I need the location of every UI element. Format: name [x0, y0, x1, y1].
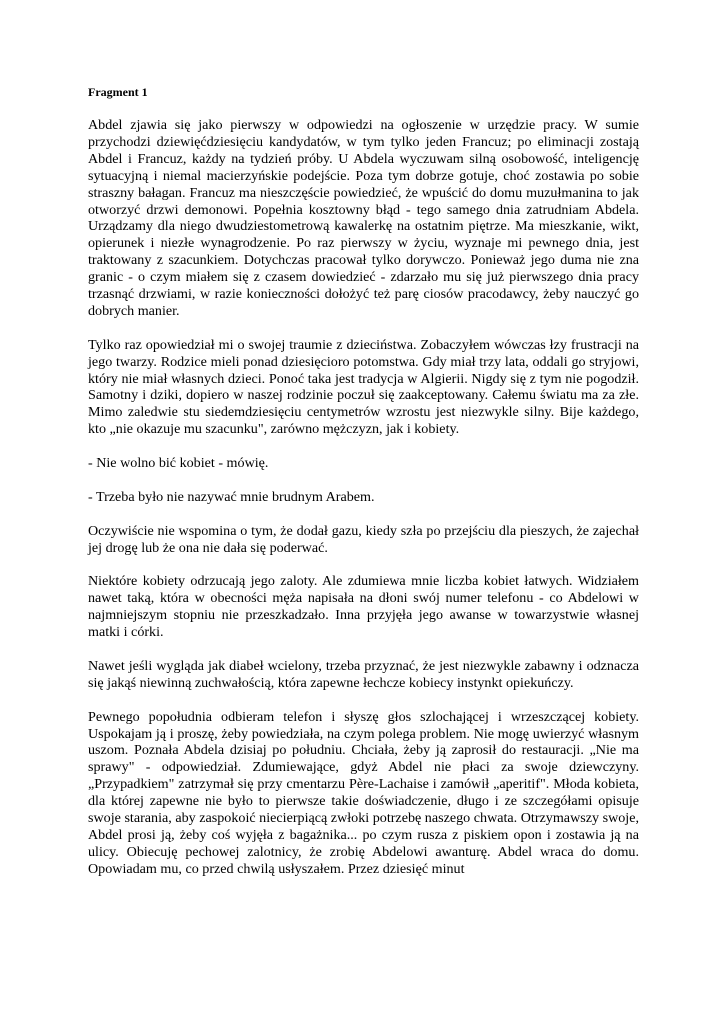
fragment-heading: Fragment 1	[88, 85, 148, 99]
paragraph-phone-call: Pewnego popołudnia odbieram telefon i słyszę głos szlochającej i wrzeszczącej kobiety. Uspokajam ją i proszę, żeby powiedziała, na czym polega problem. Nie mogę uwierzyć własnym uszom. Poznała Abdela dzisiaj po południu. Chciała, żeby ją zaprosił do restauracji. „Nie ma sprawy" - odpowiedział. Zdumiewające, gdyż Abdel nie płaci za swoje dziewczyny. „Przypadkiem" zatrzymał się przy cmentarzu Père-Lachaise i zamówił „aperitif". Młoda kobieta, dla której zapewne nie było to pierwsze takie doświadczenie, długo i ze szczegółami opisuje swoje starania, aby zaspokoić niecierpiącą zwłoki potrzebę naszego chwata. Otrzymawszy swoje, Abdel prosi ją, żeby coś wyjęła z bagażnika... po czym rusza z piskiem opon i zostawia ją na ulicy. Obiecuję pechowej zalotnicy, że zrobię Abdelowi awanturę. Abdel wraca do domu. Opowiadam mu, co przed chwilą usłyszałem. Przez dziesięć minut	[88, 708, 639, 877]
paragraph-omission: Oczywiście nie wspomina o tym, że dodał gazu, kiedy szła po przejściu dla pieszych, że zajechał jej drogę lub że ona nie dała się poderwać.	[88, 522, 639, 556]
paragraph-abdel-intro: Abdel zjawia się jako pierwszy w odpowiedzi na ogłoszenie w urzędzie pracy. W sumie przychodzi dziewięćdziesięciu kandydatów, w tym tylko jeden Francuz; po eliminacji zostają Abdel i Francuz, każdy na tydzień próby. U Abdela wyczuwam silną osobowość, inteligencję sytuacyjną i niemal macierzyńskie podejście. Poza tym dobrze gotuje, choć zostawia po sobie straszny bałagan. Francuz ma nieszczęście powiedzieć, że wpuścić do domu muzułmanina to jak otworzyć drzwi demonowi. Popełnia kosztowny błąd - tego samego dnia zatrudniam Abdela. Urządzamy dla niego dwudziestometrową kawalerkę na ostatnim piętrze. Ma mieszkanie, wikt, opierunek i niezłe wynagrodzenie. Po raz pierwszy w życiu, wyznaje mi pewnego dnia, jest traktowany z szacunkiem. Dotychczas pracował tylko dorywczo. Ponieważ jego duma nie zna granic - o czym miałem się z czasem dowiedzieć - zdarzało mu się już pierwszego dnia pracy trzasnąć drzwiami, w razie konieczności dołożyć też parę ciosów pracodawcy, żeby nauczyć go dobrych manier.	[88, 117, 639, 319]
paragraph-women: Niektóre kobiety odrzucają jego zaloty. Ale zdumiewa mnie liczba kobiet łatwych. Widziałem nawet taką, która w obecności męża napisała na dłoni swój numer telefonu - co Abdelowi w najmniejszym stopniu nie przeszkadzało. Inna przyjęła jego awanse w towarzystwie własnej matki i córki.	[88, 573, 639, 641]
paragraph-dialogue-2: - Trzeba było nie nazywać mnie brudnym Arabem.	[88, 488, 375, 505]
paragraph-devil: Nawet jeśli wygląda jak diabeł wcielony, trzeba przyznać, że jest niezwykle zabawny i odznacza się jakąś niewinną zuchwałością, która zapewne łechcze kobiecy instynkt opiekuńczy.	[88, 657, 639, 691]
document-page	[88, 84, 639, 895]
paragraph-childhood-trauma: Tylko raz opowiedział mi o swojej traumie z dzieciństwa. Zobaczyłem wówczas łzy frustracji na jego twarzy. Rodzice mieli ponad dziesięcioro potomstwa. Gdy miał trzy lata, oddali go stryjowi, który nie miał własnych dzieci. Ponoć taka jest tradycja w Algierii. Nigdy się z tym nie pogodził. Samotny i dziki, dopiero w naszej rodzinie poczuł się zaakceptowany. Całemu światu ma za złe. Mimo zaledwie stu siedemdziesięciu centymetrów wzrostu jest niezwykle silny. Bije każdego, kto „nie okazuje mu szacunku", zarówno mężczyzn, jak i kobiety.	[88, 336, 639, 438]
paragraph-dialogue-1: - Nie wolno bić kobiet - mówię.	[88, 455, 269, 472]
